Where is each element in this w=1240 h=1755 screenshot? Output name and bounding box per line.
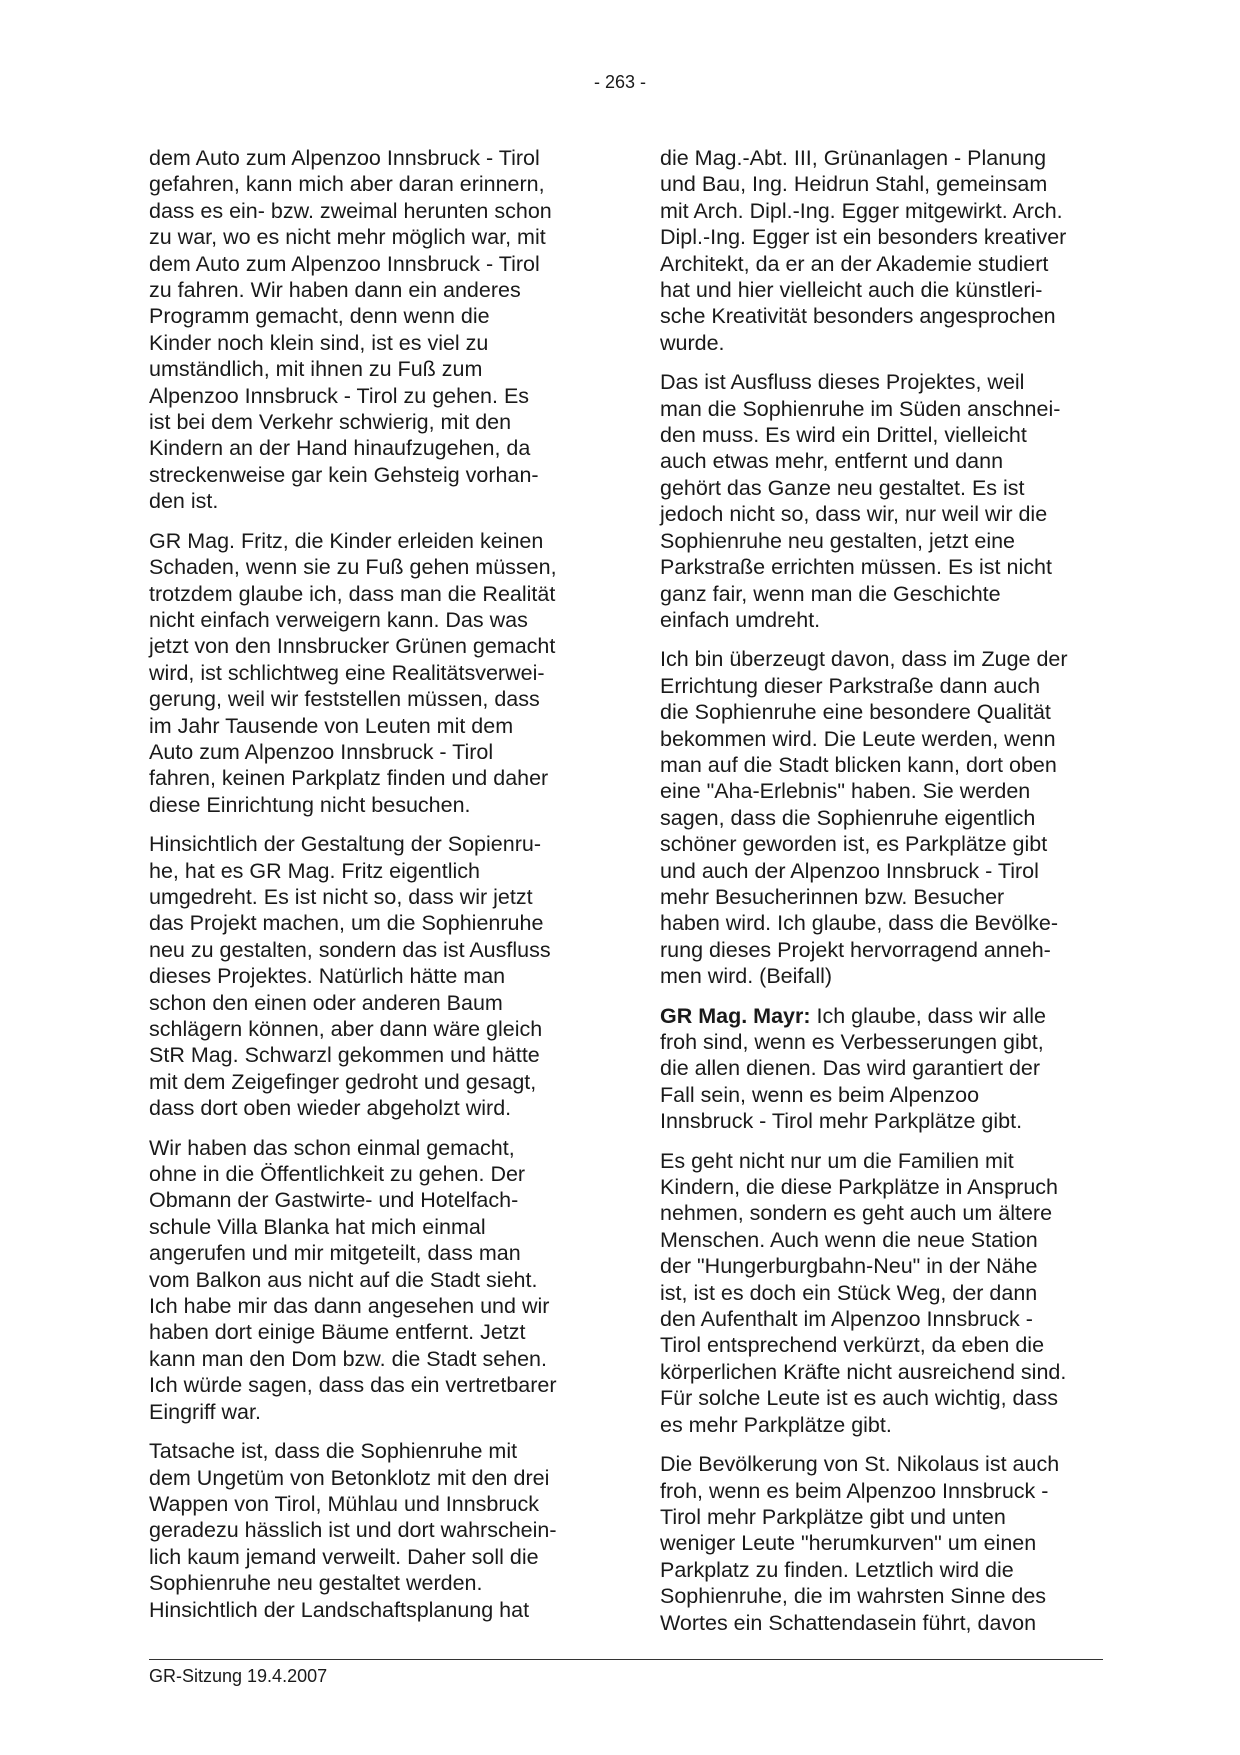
paragraph: Hinsichtlich der Gestaltung der Sopienru- he, hat es GR Mag. Fritz eigentlich umgedreht. Es ist nicht so, dass wir jetzt das Projekt machen, um die Sophienruhe neu zu gestalten, sondern das ist Ausfluss dieses Projektes. Natürlich hätte man schon den einen oder anderen Baum schlägern können, aber dann wäre gleich StR Mag. Schwarzl gekommen und hätte mit dem Zeigefinger gedroht und gesagt, dass dort oben wieder abgeholzt wird. [149,832,551,1121]
left-column [149,145,589,1623]
paragraph: Das ist Ausfluss dieses Projektes, weil man die Sophienruhe im Süden anschnei- den muss. Es wird ein Drittel, vielleicht auch etwas mehr, entfernt und dann gehört das Ganze neu gestaltet. Es ist jedoch nicht so, dass wir, nur weil wir die Sophienruhe neu gestalten, jetzt eine Parkstraße errichten müssen. Es ist nicht ganz fair, wenn man die Geschichte einfach umdreht. [660,370,1061,632]
speaker-name: GR Mag. Mayr: [660,1003,811,1028]
speaker-text: Ich glaube, dass wir alle froh sind, wenn es Verbesserungen gibt, die allen dienen. Das wird garantiert der Fall sein, wenn es beim Alpenzoo Innsbruck - Tirol mehr Parkplätze gibt. [660,1003,1046,1134]
paragraph: dem Auto zum Alpenzoo Innsbruck - Tirol gefahren, kann mich aber daran erinnern, dass es ein- bzw. zweimal herunten schon zu war, wo es nicht mehr möglich war, mit dem Auto zum Alpenzoo Innsbruck - Tirol zu fahren. Wir haben dann ein anderes Programm gemacht, denn wenn die Kinder noch klein sind, ist es viel zu umständlich, mit ihnen zu Fuß zum Alpenzoo Innsbruck - Tirol zu gehen. Es ist bei dem Verkehr schwierig, mit den Kindern an der Hand hinaufzugehen, da streckenweise gar kein Gehsteig vorhan- den ist. [149,146,552,514]
paragraph: Die Bevölkerung von St. Nikolaus ist auch froh, wenn es beim Alpenzoo Innsbruck - Tirol mehr Parkplätze gibt und unten weniger Leute "herumkurven" um einen Parkplatz zu finden. Letztlich wird die Sophienruhe, die im wahrsten Sinne des Wortes ein Schattendasein führt, davon [660,1452,1060,1635]
paragraph: Es geht nicht nur um die Familien mit Kindern, die diese Parkplätze in Anspruch nehmen, sondern es geht auch um ältere Menschen. Auch wenn die neue Station der "Hungerburgbahn-Neu" in der Nähe ist, ist es doch ein Stück Weg, der dann den Aufenthalt im Alpenzoo Innsbruck - Tirol entsprechend verkürzt, da eben die körperlichen Kräfte nicht ausreichend sind. Für solche Leute ist es auch wichtig, dass es mehr Parkplätze gibt. [660,1148,1067,1437]
paragraph: Ich bin überzeugt davon, dass im Zuge der Errichtung dieser Parkstraße dann auch die Sophienruhe eine besondere Qualität bekommen wird. Die Leute werden, wenn man auf die Stadt blicken kann, dort oben eine "Aha-Erlebnis" haben. Sie werden sagen, dass die Sophienruhe eigentlich schöner geworden ist, es Parkplätze gibt und auch der Alpenzoo Innsbruck - Tirol mehr Besucherinnen bzw. Besucher haben wird. Ich glaube, dass die Bevölke- rung dieses Projekt hervorragend anneh- men wird. (Beifall) [660,647,1068,989]
speaker-paragraph [660,1003,1100,1135]
right-column [660,145,1100,1636]
page-number: - 263 - [593,72,647,92]
footer-session-date: GR-Sitzung 19.4.2007 [149,1666,328,1686]
footer-rule [149,1659,1103,1660]
paragraph: Wir haben das schon einmal gemacht, ohne in die Öffentlichkeit zu gehen. Der Obmann der Gastwirte- und Hotelfach- schule Villa Blanka hat mich einmal angerufen und mir mitgeteilt, dass man vom Balkon aus nicht auf die Stadt sieht. Ich habe mir das dann angesehen und wir haben dort einige Bäume entfernt. Jetzt kann man den Dom bzw. die Stadt sehen. Ich würde sagen, dass das ein vertretbarer Eingriff war. [149,1135,557,1424]
paragraph: Tatsache ist, dass die Sophienruhe mit dem Ungetüm von Betonklotz mit den drei Wappen von Tirol, Mühlau und Innsbruck geradezu hässlich ist und dort wahrschein- lich kaum jemand verweilt. Daher soll die Sophienruhe neu gestaltet werden. Hinsichtlich der Landschaftsplanung hat [149,1439,557,1622]
paragraph: die Mag.-Abt. III, Grünanlagen - Planung und Bau, Ing. Heidrun Stahl, gemeinsam mit Arch. Dipl.-Ing. Egger mitgewirkt. Arch. Dipl.-Ing. Egger ist ein besonders kreativer Architekt, da er an der Akademie studiert hat und hier vielleicht auch die künstleri- sche Kreativität besonders angesprochen wurde. [660,146,1067,355]
paragraph: GR Mag. Fritz, die Kinder erleiden keinen Schaden, wenn sie zu Fuß gehen müssen, trotzdem glaube ich, dass man die Realität nicht einfach verweigern kann. Das was jetzt von den Innsbrucker Grünen gemacht wird, ist schlichtweg eine Realitätsverwei- gerung, weil wir feststellen müssen, dass im Jahr Tausende von Leuten mit dem Auto zum Alpenzoo Innsbruck - Tirol fahren, keinen Parkplatz finden und daher diese Einrichtung nicht besuchen. [149,528,557,817]
